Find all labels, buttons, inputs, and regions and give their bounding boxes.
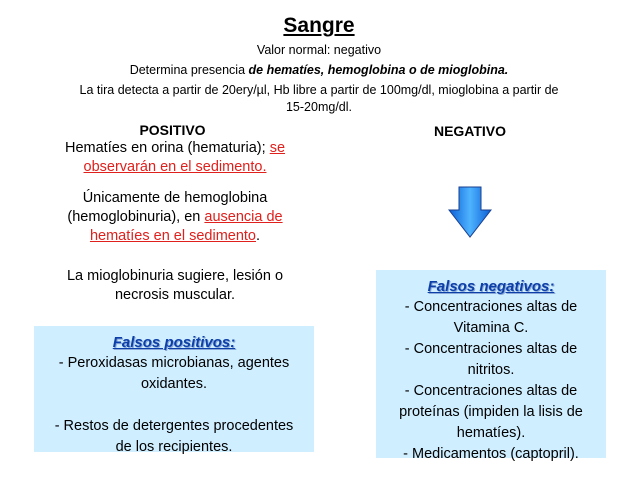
positive-item-hematuria bbox=[30, 139, 320, 177]
false-negative-line-3: - Concentraciones altas de bbox=[404, 341, 578, 357]
false-positives-box bbox=[34, 326, 314, 455]
down-arrow-icon bbox=[448, 186, 492, 238]
strip-line-2: 15-20mg/dl. bbox=[285, 100, 352, 114]
myoglobinuria-line1: La mioglobinuria sugiere, lesión o bbox=[66, 268, 284, 284]
false-positive-line-3: - Restos de detergentes procedentes bbox=[54, 418, 294, 434]
hemoglobinuria-end: . bbox=[256, 228, 261, 244]
false-negative-line-4: nitritos. bbox=[467, 362, 515, 378]
false-positive-line-2: oxidantes. bbox=[140, 376, 208, 392]
hemoglobinuria-text: (hemoglobinuria), en bbox=[67, 209, 205, 225]
hematuria-red-b: observarán en el sedimento. bbox=[83, 159, 267, 175]
false-positives-title: Falsos positivos: bbox=[112, 334, 236, 351]
myoglobinuria-line2: necrosis muscular. bbox=[114, 287, 236, 303]
false-negatives-box bbox=[376, 270, 606, 462]
hematuria-text: Hematíes en orina (hematuria); bbox=[64, 140, 270, 156]
hemoglobinuria-red-b: hematíes en el sedimento bbox=[89, 228, 256, 244]
positive-item-myoglobinuria bbox=[30, 267, 320, 305]
normal-value: Valor normal: negativo bbox=[256, 43, 382, 57]
strip-detection-text bbox=[40, 82, 598, 116]
spacer bbox=[34, 395, 314, 416]
false-negative-line-7: hematíes). bbox=[456, 425, 526, 441]
positive-heading: POSITIVO bbox=[139, 122, 206, 138]
false-negative-line-1: - Concentraciones altas de bbox=[404, 299, 578, 315]
false-negative-line-2: Vitamina C. bbox=[453, 320, 529, 336]
false-positive-line-1: - Peroxidasas microbianas, agentes bbox=[58, 355, 290, 371]
false-negative-line-8: - Medicamentos (captopril). bbox=[403, 446, 579, 462]
hematuria-red-a: se bbox=[269, 140, 286, 156]
negative-heading: NEGATIVO bbox=[433, 123, 507, 139]
page-title: Sangre bbox=[283, 14, 355, 37]
false-negative-line-6: proteínas (impiden la lisis de bbox=[399, 404, 583, 420]
determines-emphasis: de hematíes, hemoglobina o de mioglobina. bbox=[248, 63, 509, 77]
determines-prefix: Determina presencia bbox=[129, 63, 249, 77]
false-negatives-title: Falsos negativos: bbox=[427, 278, 555, 295]
strip-line-1: La tira detecta a partir de 20ery/µl, Hb libre a partir de 100mg/dl, mioglobina a partir de bbox=[79, 83, 559, 97]
hemoglobinuria-red-a: ausencia de bbox=[204, 209, 283, 225]
false-positive-line-4: de los recipientes. bbox=[115, 439, 233, 455]
false-negative-line-5: - Concentraciones altas de bbox=[404, 383, 578, 399]
determines-line bbox=[0, 63, 638, 77]
positive-item-hemoglobinuria bbox=[30, 189, 320, 246]
hemoglobinuria-line1: Únicamente de hemoglobina bbox=[82, 190, 268, 206]
